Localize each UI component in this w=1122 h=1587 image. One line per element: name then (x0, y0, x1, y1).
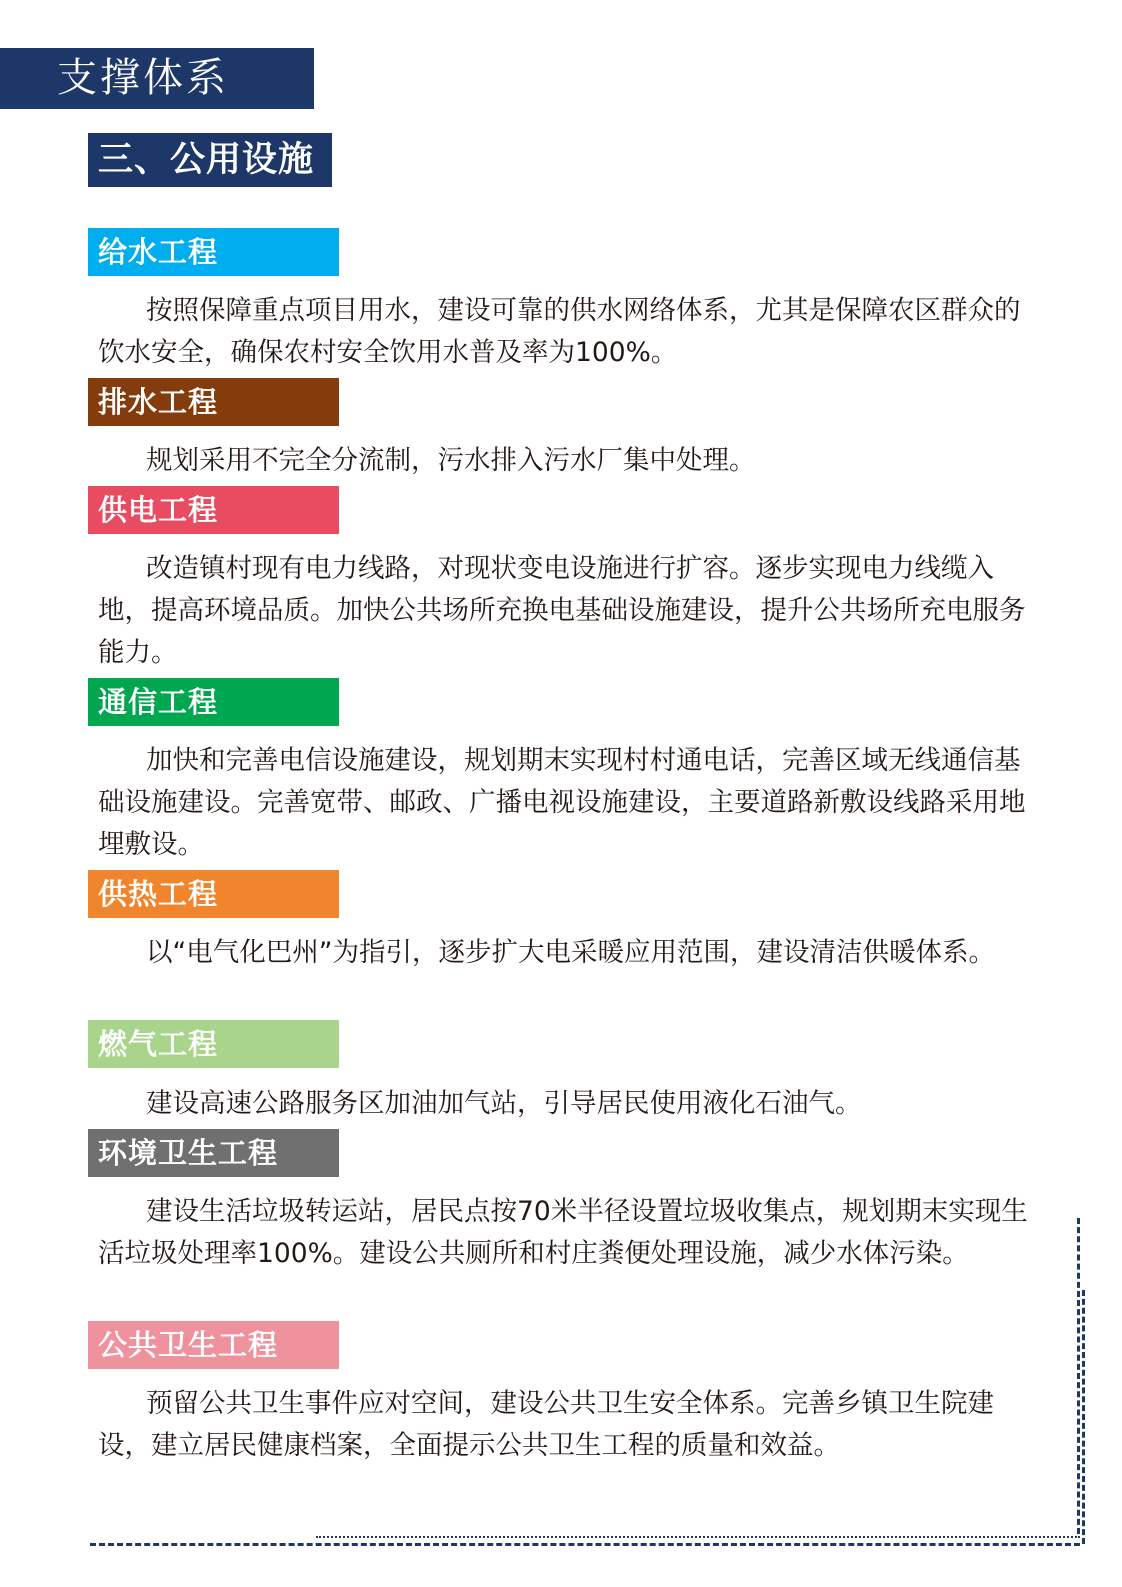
paragraph-drainage: 规划采用不完全分流制，污水排入污水厂集中处理。 (146, 445, 756, 476)
paragraph-telecom: 加快和完善电信设施建设，规划期末实现村村通电话，完善区域无线通信基础设施建设。完善宽带、邮政、广播电视设施建设，主要道路新敷设线路采用地埋敷设。 (98, 745, 1026, 860)
tag-water-supply: 给水工程 (88, 228, 339, 276)
section-title: 三、公用设施 (88, 133, 332, 187)
chapter-header: 支撑体系 (0, 48, 314, 109)
tag-heating: 供热工程 (88, 870, 339, 918)
paragraph-gas: 建设高速公路服务区加油加气站，引导居民使用液化石油气。 (146, 1088, 862, 1119)
decorative-dashed-border-bottom (90, 1543, 1080, 1546)
tag-telecom: 通信工程 (88, 678, 339, 726)
paragraph-sanitation: 建设生活垃圾转运站，居民点按70米半径设置垃圾收集点，规划期末实现生活垃圾处理率100%。建设公共厕所和村庄粪便处理设施，减少水体污染。 (98, 1196, 1028, 1269)
decorative-dotted-border-right (1082, 1290, 1085, 1544)
paragraph-heating: 以“电气化巴州”为指引，逐步扩大电采暖应用范围，建设清洁供暖体系。 (146, 937, 995, 968)
paragraph-water-supply: 按照保障重点项目用水，建设可靠的供水网络体系，尤其是保障农区群众的饮水安全，确保农村安全饮用水普及率为100%。 (98, 295, 1021, 368)
paragraph-public-health: 预留公共卫生事件应对空间，建设公共卫生安全体系。完善乡镇卫生院建设，建立居民健康档案，全面提示公共卫生工程的质量和效益。 (98, 1388, 994, 1461)
tag-public-health: 公共卫生工程 (88, 1321, 339, 1369)
decorative-dashed-border-right (1077, 1218, 1080, 1534)
decorative-dotted-border-bottom (316, 1536, 1080, 1538)
tag-drainage: 排水工程 (88, 378, 339, 426)
tag-gas: 燃气工程 (88, 1020, 339, 1068)
paragraph-power-supply: 改造镇村现有电力线路，对现状变电设施进行扩容。逐步实现电力线缆入地，提高环境品质。加快公共场所充换电基础设施建设，提升公共场所充电服务能力。 (98, 553, 1026, 668)
tag-sanitation: 环境卫生工程 (88, 1129, 339, 1177)
tag-power-supply: 供电工程 (88, 486, 339, 534)
